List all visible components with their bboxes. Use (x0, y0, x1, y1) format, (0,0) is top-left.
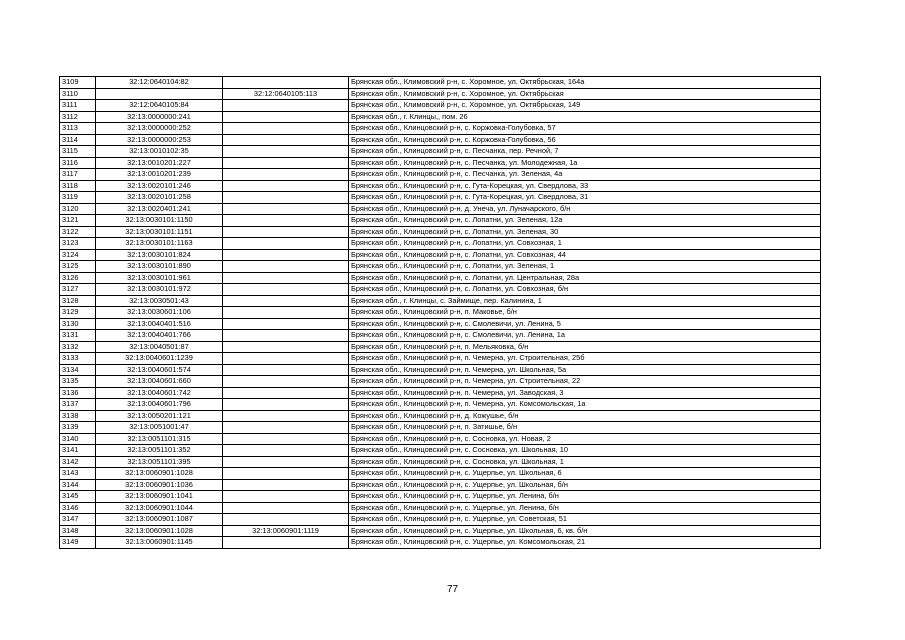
cadastral-number-cell: 32:13:0051101:352 (96, 445, 223, 457)
cadastral-number-2-cell (223, 376, 349, 388)
address-cell: Брянская обл., Клинцовский р-н, с. Ущерпье, ул. Школьная, б/н (349, 479, 821, 491)
row-number-cell: 3147 (60, 514, 96, 526)
address-cell: Брянская обл., Климовский р-н, с. Хоромное, ул. Октябрьская, 164а (349, 77, 821, 89)
cadastral-number-cell: 32:13:0000000:253 (96, 134, 223, 146)
row-number-cell: 3126 (60, 272, 96, 284)
address-cell: Брянская обл., Клинцовский р-н, д. Унеча, ул. Луначарского, б/н (349, 203, 821, 215)
table-row (60, 514, 821, 526)
row-number-cell: 3146 (60, 502, 96, 514)
table-row (60, 353, 821, 365)
table-row (60, 146, 821, 158)
cadastral-number-cell: 32:13:0040501:87 (96, 341, 223, 353)
address-cell: Брянская обл., Клинцовский р-н, с. Коржовка-Голубовка, 57 (349, 123, 821, 135)
table-row (60, 249, 821, 261)
cadastral-number-2-cell (223, 215, 349, 227)
cadastral-number-2-cell (223, 410, 349, 422)
cadastral-number-cell: 32:13:0060901:1028 (96, 525, 223, 537)
cadastral-number-cell: 32:13:0020101:258 (96, 192, 223, 204)
cadastral-number-cell: 32:13:0040401:516 (96, 318, 223, 330)
address-cell: Брянская обл., Клинцовский р-н, с. Лопатни, ул. Зеленая, 30 (349, 226, 821, 238)
table-row (60, 295, 821, 307)
row-number-cell: 3120 (60, 203, 96, 215)
address-cell: Брянская обл., Клинцовский р-н, с. Песчанка, пер. Речной, 7 (349, 146, 821, 158)
cadastral-number-2-cell (223, 456, 349, 468)
cadastral-number-2-cell (223, 364, 349, 376)
table-row (60, 192, 821, 204)
cadastral-number-2-cell (223, 249, 349, 261)
cadastral-number-cell: 32:13:0010201:227 (96, 157, 223, 169)
address-cell: Брянская обл., Клинцовский р-н, с. Ущерпье, ул. Советская, 51 (349, 514, 821, 526)
address-cell: Брянская обл., Клинцовский р-н, с. Ущерпье, ул. Ленина, б/н (349, 502, 821, 514)
table-row (60, 387, 821, 399)
cadastral-number-2-cell (223, 180, 349, 192)
cadastral-number-cell: 32:13:0051001:47 (96, 422, 223, 434)
row-number-cell: 3137 (60, 399, 96, 411)
row-number-cell: 3144 (60, 479, 96, 491)
cadastral-number-cell: 32:13:0040601:574 (96, 364, 223, 376)
address-cell: Брянская обл., Клинцовский р-н, с. Ущерпье, ул. Школьная, 6 (349, 468, 821, 480)
row-number-cell: 3125 (60, 261, 96, 273)
address-cell: Брянская обл., Клинцовский р-н, с. Сосновка, ул. Школьная, 10 (349, 445, 821, 457)
row-number-cell: 3114 (60, 134, 96, 146)
cadastral-number-2-cell (223, 399, 349, 411)
table-row (60, 376, 821, 388)
address-cell: Брянская обл., г. Клинцы, с. Займище, пер. Калинина, 1 (349, 295, 821, 307)
cadastral-number-2-cell (223, 514, 349, 526)
table-row (60, 215, 821, 227)
address-cell: Брянская обл., Клинцовский р-н, с. Лопатни, ул. Зеленая, 12а (349, 215, 821, 227)
address-cell: Брянская обл., Клинцовский р-н, с. Лопатни, ул. Совхозная, б/н (349, 284, 821, 296)
cadastral-number-cell: 32:13:0020101:246 (96, 180, 223, 192)
table-row (60, 238, 821, 250)
cadastral-number-cell: 32:13:0040601:660 (96, 376, 223, 388)
row-number-cell: 3140 (60, 433, 96, 445)
table-row (60, 364, 821, 376)
address-cell: Брянская обл., Клинцовский р-н, п. Чемерна, ул. Школьная, 5а (349, 364, 821, 376)
cadastral-number-2-cell (223, 111, 349, 123)
cadastral-number-2-cell: 32:13:0060901:1119 (223, 525, 349, 537)
cadastral-number-cell: 32:13:0030101:1163 (96, 238, 223, 250)
cadastral-number-cell: 32:13:0060901:1044 (96, 502, 223, 514)
address-cell: Брянская обл., Клинцовский р-н, с. Ущерпье, ул. Школьная, 6, кв. б/н (349, 525, 821, 537)
table-row (60, 284, 821, 296)
row-number-cell: 3111 (60, 100, 96, 112)
row-number-cell: 3113 (60, 123, 96, 135)
address-cell: Брянская обл., Клинцовский р-н, с. Коржовка-Голубовка, 56 (349, 134, 821, 146)
table-row (60, 100, 821, 112)
cadastral-number-2-cell (223, 330, 349, 342)
cadastral-number-cell: 32:13:0050201:121 (96, 410, 223, 422)
table-row (60, 226, 821, 238)
row-number-cell: 3121 (60, 215, 96, 227)
table-row (60, 77, 821, 89)
table-row (60, 433, 821, 445)
cadastral-number-2-cell (223, 261, 349, 273)
row-number-cell: 3141 (60, 445, 96, 457)
row-number-cell: 3123 (60, 238, 96, 250)
row-number-cell: 3118 (60, 180, 96, 192)
row-number-cell: 3132 (60, 341, 96, 353)
row-number-cell: 3136 (60, 387, 96, 399)
row-number-cell: 3131 (60, 330, 96, 342)
address-cell: Брянская обл., Клинцовский р-н, с. Гута-Корецкая, ул. Свердлова, 31 (349, 192, 821, 204)
table-row (60, 341, 821, 353)
cadastral-number-2-cell (223, 134, 349, 146)
row-number-cell: 3143 (60, 468, 96, 480)
cadastral-number-2-cell (223, 422, 349, 434)
table-row (60, 123, 821, 135)
cadastral-number-2-cell (223, 123, 349, 135)
registry-table-body (60, 77, 821, 549)
cadastral-number-cell: 32:13:0060901:1087 (96, 514, 223, 526)
cadastral-number-2-cell (223, 479, 349, 491)
registry-table (59, 76, 821, 549)
page-number: 77 (446, 584, 459, 595)
cadastral-number-cell: 32:13:0010201:239 (96, 169, 223, 181)
row-number-cell: 3116 (60, 157, 96, 169)
row-number-cell: 3115 (60, 146, 96, 158)
cadastral-number-2-cell (223, 192, 349, 204)
row-number-cell: 3124 (60, 249, 96, 261)
address-cell: Брянская обл., Клинцовский р-н, с. Ущерпье, ул. Ленина, б/н (349, 491, 821, 503)
cadastral-number-cell: 32:13:0000000:252 (96, 123, 223, 135)
cadastral-number-cell: 32:13:0000000:241 (96, 111, 223, 123)
row-number-cell: 3127 (60, 284, 96, 296)
cadastral-number-2-cell (223, 226, 349, 238)
address-cell: Брянская обл., Клинцовский р-н, с. Смолевичи, ул. Ленина, 1а (349, 330, 821, 342)
row-number-cell: 3117 (60, 169, 96, 181)
cadastral-number-2-cell (223, 146, 349, 158)
cadastral-number-cell: 32:13:0030101:824 (96, 249, 223, 261)
address-cell: Брянская обл., Клинцовский р-н, п. Маковье, б/н (349, 307, 821, 319)
cadastral-number-cell: 32:13:0060901:1036 (96, 479, 223, 491)
cadastral-number-2-cell (223, 353, 349, 365)
row-number-cell: 3148 (60, 525, 96, 537)
address-cell: Брянская обл., Клинцовский р-н, с. Сосновка, ул. Новая, 2 (349, 433, 821, 445)
cadastral-number-cell: 32:13:0040601:796 (96, 399, 223, 411)
cadastral-number-2-cell (223, 203, 349, 215)
table-row (60, 134, 821, 146)
row-number-cell: 3135 (60, 376, 96, 388)
table-row (60, 445, 821, 457)
cadastral-number-2-cell (223, 307, 349, 319)
address-cell: Брянская обл., Клинцовский р-н, с. Ущерпье, ул. Комсомольская, 21 (349, 537, 821, 549)
cadastral-number-cell: 32:13:0051101:395 (96, 456, 223, 468)
table-row (60, 203, 821, 215)
row-number-cell: 3119 (60, 192, 96, 204)
table-row (60, 468, 821, 480)
table-row (60, 491, 821, 503)
row-number-cell: 3142 (60, 456, 96, 468)
cadastral-number-2-cell (223, 341, 349, 353)
row-number-cell: 3130 (60, 318, 96, 330)
cadastral-number-2-cell (223, 318, 349, 330)
row-number-cell: 3110 (60, 88, 96, 100)
row-number-cell: 3129 (60, 307, 96, 319)
table-row (60, 88, 821, 100)
row-number-cell: 3133 (60, 353, 96, 365)
cadastral-number-2-cell (223, 433, 349, 445)
cadastral-number-cell: 32:13:0060901:1041 (96, 491, 223, 503)
cadastral-number-cell: 32:13:0060901:1145 (96, 537, 223, 549)
cadastral-number-2-cell (223, 238, 349, 250)
row-number-cell: 3134 (60, 364, 96, 376)
cadastral-number-cell: 32:13:0030501:43 (96, 295, 223, 307)
cadastral-number-cell: 32:13:0030101:972 (96, 284, 223, 296)
address-cell: Брянская обл., Клинцовский р-н, п. Чемерна, ул. Строительная, 25б (349, 353, 821, 365)
address-cell: Брянская обл., Клинцовский р-н, с. Лопатни, ул. Совхозная, 44 (349, 249, 821, 261)
address-cell: Брянская обл., Клинцовский р-н, с. Лопатни, ул. Центральная, 28а (349, 272, 821, 284)
cadastral-number-cell: 32:13:0030101:961 (96, 272, 223, 284)
cadastral-number-2-cell (223, 468, 349, 480)
address-cell: Брянская обл., Клинцовский р-н, п. Затишье, б/н (349, 422, 821, 434)
cadastral-number-2-cell (223, 77, 349, 89)
cadastral-number-2-cell (223, 491, 349, 503)
cadastral-number-2-cell (223, 502, 349, 514)
address-cell: Брянская обл., Климовский р-н, с. Хоромное, ул. Октябрьская, 149 (349, 100, 821, 112)
table-row (60, 456, 821, 468)
address-cell: Брянская обл., Климовский р-н, с. Хоромное, ул. Октябрьская (349, 88, 821, 100)
cadastral-number-2-cell (223, 284, 349, 296)
table-row (60, 422, 821, 434)
table-row (60, 261, 821, 273)
table-row (60, 502, 821, 514)
cadastral-number-cell: 32:13:0040601:1239 (96, 353, 223, 365)
row-number-cell: 3109 (60, 77, 96, 89)
cadastral-number-cell: 32:13:0020401:241 (96, 203, 223, 215)
cadastral-number-2-cell (223, 537, 349, 549)
table-row (60, 157, 821, 169)
address-cell: Брянская обл., Клинцовский р-н, п. Чемерна, ул. Заводская, 3 (349, 387, 821, 399)
table-row (60, 272, 821, 284)
cadastral-number-2-cell (223, 100, 349, 112)
row-number-cell: 3122 (60, 226, 96, 238)
cadastral-number-2-cell (223, 445, 349, 457)
cadastral-number-2-cell (223, 157, 349, 169)
row-number-cell: 3128 (60, 295, 96, 307)
row-number-cell: 3145 (60, 491, 96, 503)
cadastral-number-cell: 32:13:0030601:106 (96, 307, 223, 319)
address-cell: Брянская обл., Клинцовский р-н, с. Лопатни, ул. Совхозная, 1 (349, 238, 821, 250)
address-cell: Брянская обл., Клинцовский р-н, с. Сосновка, ул. Школьная, 1 (349, 456, 821, 468)
cadastral-number-cell (96, 88, 223, 100)
cadastral-number-cell: 32:13:0040401:766 (96, 330, 223, 342)
cadastral-number-2-cell (223, 295, 349, 307)
address-cell: Брянская обл., Клинцовский р-н, с. Песчанка, ул. Молодежная, 1а (349, 157, 821, 169)
cadastral-number-cell: 32:12:0640105:84 (96, 100, 223, 112)
address-cell: Брянская обл., г. Клинцы,, пом. 26 (349, 111, 821, 123)
table-row (60, 330, 821, 342)
cadastral-number-2-cell: 32:12:0640105:113 (223, 88, 349, 100)
cadastral-number-cell: 32:13:0030101:890 (96, 261, 223, 273)
address-cell: Брянская обл., Клинцовский р-н, с. Песчанка, ул. Зеленая, 4а (349, 169, 821, 181)
row-number-cell: 3112 (60, 111, 96, 123)
address-cell: Брянская обл., Клинцовский р-н, с. Лопатни, ул. Зеленая, 1 (349, 261, 821, 273)
row-number-cell: 3138 (60, 410, 96, 422)
address-cell: Брянская обл., Клинцовский р-н, с. Гута-Корецкая, ул. Свердлова, 33 (349, 180, 821, 192)
cadastral-number-cell: 32:13:0040601:742 (96, 387, 223, 399)
cadastral-number-cell: 32:13:0051101:315 (96, 433, 223, 445)
table-row (60, 399, 821, 411)
table-row (60, 537, 821, 549)
address-cell: Брянская обл., Клинцовский р-н, с. Смолевичи, ул. Ленина, 5 (349, 318, 821, 330)
cadastral-number-cell: 32:13:0030101:1151 (96, 226, 223, 238)
cadastral-number-cell: 32:13:0060901:1028 (96, 468, 223, 480)
cadastral-number-2-cell (223, 169, 349, 181)
cadastral-number-2-cell (223, 272, 349, 284)
table-row (60, 180, 821, 192)
table-row (60, 410, 821, 422)
address-cell: Брянская обл., Клинцовский р-н, п. Чемерна, ул. Комсомольская, 1а (349, 399, 821, 411)
table-row (60, 111, 821, 123)
table-row (60, 318, 821, 330)
address-cell: Брянская обл., Клинцовский р-н, п. Чемерна, ул. Строительная, 22 (349, 376, 821, 388)
cadastral-number-cell: 32:13:0030101:1150 (96, 215, 223, 227)
cadastral-number-2-cell (223, 387, 349, 399)
table-row (60, 307, 821, 319)
cadastral-number-cell: 32:13:0010102:35 (96, 146, 223, 158)
cadastral-number-cell: 32:12:0640104:82 (96, 77, 223, 89)
table-row (60, 525, 821, 537)
table-row (60, 169, 821, 181)
address-cell: Брянская обл., Клинцовский р-н, п. Мельяковка, б/н (349, 341, 821, 353)
row-number-cell: 3149 (60, 537, 96, 549)
table-row (60, 479, 821, 491)
row-number-cell: 3139 (60, 422, 96, 434)
address-cell: Брянская обл., Клинцовский р-н, д. Кожушье, б/н (349, 410, 821, 422)
